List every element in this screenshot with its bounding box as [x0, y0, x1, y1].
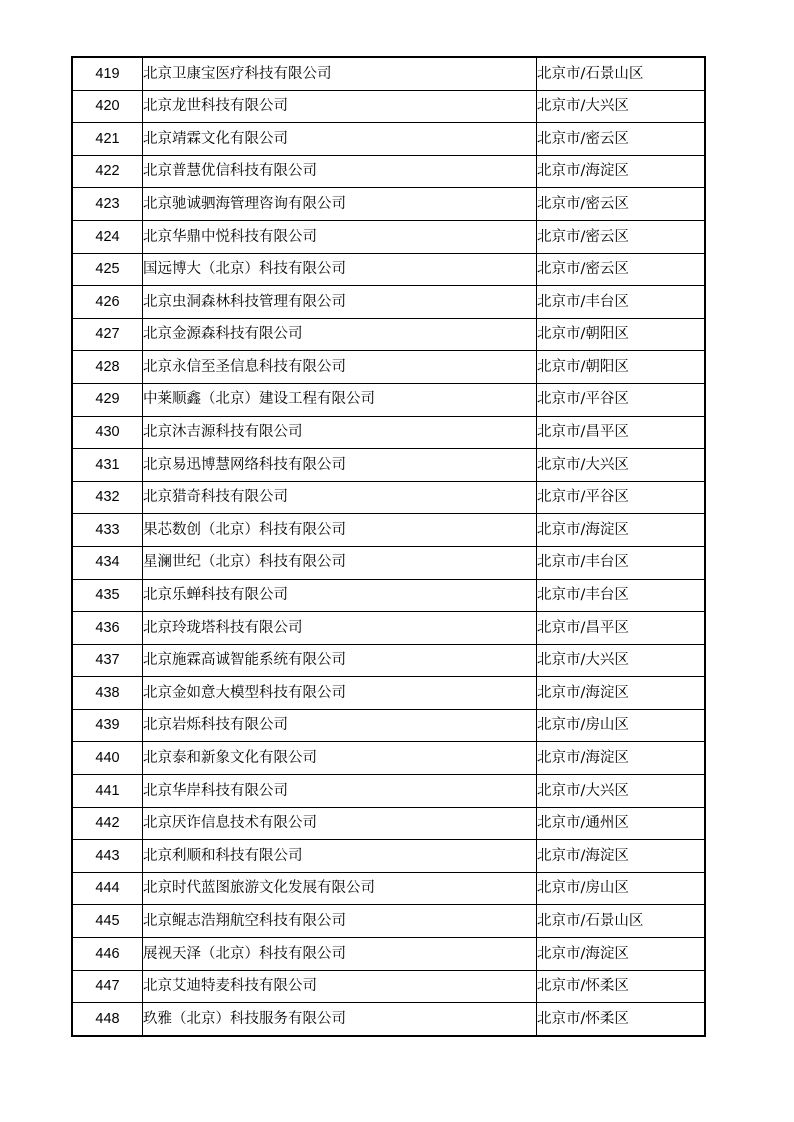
table-row — [72, 188, 705, 221]
region-cell: 北京市/朝阳区 — [537, 318, 706, 351]
company-table-body — [72, 57, 705, 1036]
table-row — [72, 286, 705, 319]
region-cell: 北京市/密云区 — [537, 188, 706, 221]
table-row — [72, 970, 705, 1003]
company-name-cell: 北京岩烁科技有限公司 — [143, 709, 537, 742]
row-number-cell: 442 — [72, 807, 143, 840]
table-row — [72, 775, 705, 808]
company-name-cell: 北京驰诚驷海管理咨询有限公司 — [143, 188, 537, 221]
row-number-cell: 439 — [72, 709, 143, 742]
table-row — [72, 253, 705, 286]
region-cell: 北京市/平谷区 — [537, 383, 706, 416]
row-number-cell: 431 — [72, 449, 143, 482]
table-row — [72, 416, 705, 449]
row-number-cell: 432 — [72, 481, 143, 514]
table-row — [72, 155, 705, 188]
region-cell: 北京市/海淀区 — [537, 514, 706, 547]
company-name-cell: 北京普慧优信科技有限公司 — [143, 155, 537, 188]
row-number-cell: 433 — [72, 514, 143, 547]
region-cell: 北京市/海淀区 — [537, 840, 706, 873]
table-row — [72, 57, 705, 90]
region-cell: 北京市/大兴区 — [537, 775, 706, 808]
region-cell: 北京市/大兴区 — [537, 90, 706, 123]
row-number-cell: 448 — [72, 1003, 143, 1036]
company-name-cell: 北京沐吉源科技有限公司 — [143, 416, 537, 449]
table-row — [72, 383, 705, 416]
region-cell: 北京市/海淀区 — [537, 677, 706, 710]
region-cell: 北京市/昌平区 — [537, 612, 706, 645]
table-row — [72, 220, 705, 253]
row-number-cell: 438 — [72, 677, 143, 710]
table-row — [72, 546, 705, 579]
row-number-cell: 423 — [72, 188, 143, 221]
region-cell: 北京市/丰台区 — [537, 579, 706, 612]
company-name-cell: 北京玲珑塔科技有限公司 — [143, 612, 537, 645]
region-cell: 北京市/房山区 — [537, 872, 706, 905]
company-name-cell: 北京时代蓝图旅游文化发展有限公司 — [143, 872, 537, 905]
table-row — [72, 449, 705, 482]
region-cell: 北京市/丰台区 — [537, 546, 706, 579]
table-row — [72, 905, 705, 938]
company-name-cell: 北京虫洞森林科技管理有限公司 — [143, 286, 537, 319]
region-cell: 北京市/海淀区 — [537, 938, 706, 971]
region-cell: 北京市/怀柔区 — [537, 1003, 706, 1036]
row-number-cell: 422 — [72, 155, 143, 188]
row-number-cell: 440 — [72, 742, 143, 775]
company-name-cell: 展视天泽（北京）科技有限公司 — [143, 938, 537, 971]
table-row — [72, 872, 705, 905]
table-row — [72, 612, 705, 645]
company-name-cell: 星澜世纪（北京）科技有限公司 — [143, 546, 537, 579]
table-row — [72, 514, 705, 547]
region-cell: 北京市/石景山区 — [537, 57, 706, 90]
company-name-cell: 北京金源森科技有限公司 — [143, 318, 537, 351]
row-number-cell: 436 — [72, 612, 143, 645]
row-number-cell: 445 — [72, 905, 143, 938]
row-number-cell: 446 — [72, 938, 143, 971]
region-cell: 北京市/朝阳区 — [537, 351, 706, 384]
table-row — [72, 644, 705, 677]
company-list-page — [71, 56, 706, 1037]
region-cell: 北京市/密云区 — [537, 123, 706, 156]
row-number-cell: 441 — [72, 775, 143, 808]
company-name-cell: 北京乐蝉科技有限公司 — [143, 579, 537, 612]
row-number-cell: 419 — [72, 57, 143, 90]
company-name-cell: 玖雅（北京）科技服务有限公司 — [143, 1003, 537, 1036]
table-row — [72, 318, 705, 351]
company-name-cell: 北京华岸科技有限公司 — [143, 775, 537, 808]
company-name-cell: 北京厌诈信息技术有限公司 — [143, 807, 537, 840]
table-row — [72, 807, 705, 840]
row-number-cell: 430 — [72, 416, 143, 449]
company-name-cell: 北京华鼎中悦科技有限公司 — [143, 220, 537, 253]
region-cell: 北京市/密云区 — [537, 253, 706, 286]
table-row — [72, 709, 705, 742]
row-number-cell: 447 — [72, 970, 143, 1003]
table-row — [72, 123, 705, 156]
company-name-cell: 北京靖霖文化有限公司 — [143, 123, 537, 156]
table-row — [72, 840, 705, 873]
region-cell: 北京市/丰台区 — [537, 286, 706, 319]
row-number-cell: 424 — [72, 220, 143, 253]
row-number-cell: 427 — [72, 318, 143, 351]
company-name-cell: 北京龙世科技有限公司 — [143, 90, 537, 123]
table-row — [72, 90, 705, 123]
region-cell: 北京市/大兴区 — [537, 644, 706, 677]
row-number-cell: 435 — [72, 579, 143, 612]
row-number-cell: 444 — [72, 872, 143, 905]
row-number-cell: 426 — [72, 286, 143, 319]
company-name-cell: 北京永信至圣信息科技有限公司 — [143, 351, 537, 384]
company-name-cell: 北京金如意大模型科技有限公司 — [143, 677, 537, 710]
region-cell: 北京市/海淀区 — [537, 742, 706, 775]
row-number-cell: 443 — [72, 840, 143, 873]
table-row — [72, 351, 705, 384]
region-cell: 北京市/怀柔区 — [537, 970, 706, 1003]
region-cell: 北京市/密云区 — [537, 220, 706, 253]
row-number-cell: 425 — [72, 253, 143, 286]
table-row — [72, 938, 705, 971]
row-number-cell: 437 — [72, 644, 143, 677]
company-name-cell: 国远博大（北京）科技有限公司 — [143, 253, 537, 286]
row-number-cell: 420 — [72, 90, 143, 123]
region-cell: 北京市/通州区 — [537, 807, 706, 840]
region-cell: 北京市/昌平区 — [537, 416, 706, 449]
company-name-cell: 北京易迅博慧网络科技有限公司 — [143, 449, 537, 482]
region-cell: 北京市/海淀区 — [537, 155, 706, 188]
row-number-cell: 429 — [72, 383, 143, 416]
table-row — [72, 677, 705, 710]
company-name-cell: 北京利顺和科技有限公司 — [143, 840, 537, 873]
region-cell: 北京市/平谷区 — [537, 481, 706, 514]
company-name-cell: 北京泰和新象文化有限公司 — [143, 742, 537, 775]
table-row — [72, 579, 705, 612]
company-name-cell: 北京施霖高诚智能系统有限公司 — [143, 644, 537, 677]
table-row — [72, 481, 705, 514]
table-row — [72, 742, 705, 775]
region-cell: 北京市/房山区 — [537, 709, 706, 742]
table-row — [72, 1003, 705, 1036]
company-table — [71, 56, 706, 1037]
company-name-cell: 果芯数创（北京）科技有限公司 — [143, 514, 537, 547]
company-name-cell: 北京艾迪特麦科技有限公司 — [143, 970, 537, 1003]
region-cell: 北京市/石景山区 — [537, 905, 706, 938]
row-number-cell: 428 — [72, 351, 143, 384]
company-name-cell: 北京卫康宝医疗科技有限公司 — [143, 57, 537, 90]
row-number-cell: 421 — [72, 123, 143, 156]
row-number-cell: 434 — [72, 546, 143, 579]
company-name-cell: 北京鲲志浩翔航空科技有限公司 — [143, 905, 537, 938]
region-cell: 北京市/大兴区 — [537, 449, 706, 482]
company-name-cell: 北京猎奇科技有限公司 — [143, 481, 537, 514]
company-name-cell: 中莱顺鑫（北京）建设工程有限公司 — [143, 383, 537, 416]
